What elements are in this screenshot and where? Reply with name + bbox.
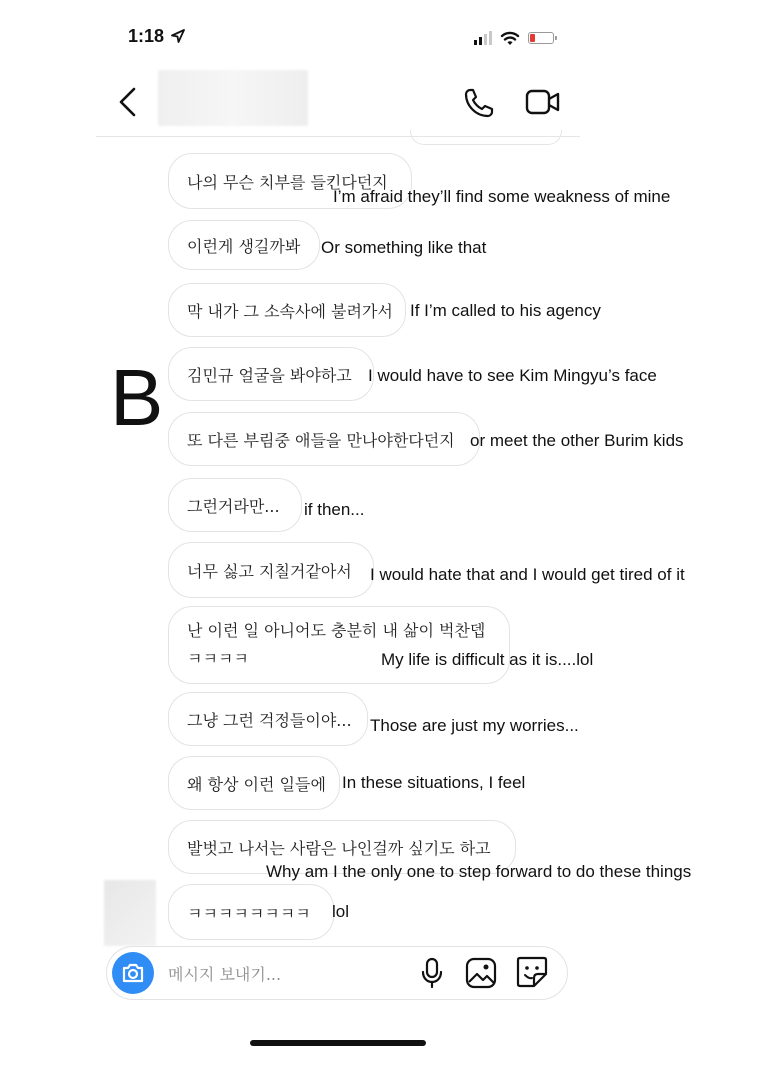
chevron-left-icon[interactable]: [114, 86, 142, 118]
message-text: 왜 항상 이런 일들에: [187, 774, 326, 794]
translation-text: or meet the other Burim kids: [470, 431, 684, 450]
message-input[interactable]: 메시지 보내기...: [168, 965, 282, 984]
camera-button[interactable]: [112, 952, 154, 994]
message-bubble[interactable]: [168, 884, 334, 940]
message-bubble[interactable]: [168, 756, 340, 810]
message-text: ㅋㅋㅋㅋㅋㅋㅋㅋ: [187, 903, 311, 923]
message-text: 막 내가 그 소속사에 불려가서: [187, 301, 393, 321]
message-bubble[interactable]: [168, 606, 510, 684]
contact-name-redacted[interactable]: [158, 70, 308, 126]
translation-text: Or something like that: [321, 238, 487, 257]
translation-text: if then...: [304, 500, 365, 519]
video-camera-icon[interactable]: [524, 86, 562, 118]
translation-text: My life is difficult as it is....lol: [381, 650, 594, 669]
translation-text: Why am I the only one to step forward to do these things: [266, 862, 692, 881]
battery-icon: [528, 32, 554, 44]
message-text: 이런게 생길까봐: [187, 236, 301, 256]
message-text: 나의 무슨 치부를 들킨다던지: [187, 172, 388, 192]
translation-text: I’m afraid they’ll find some weakness of mine: [333, 187, 671, 206]
translation-text: In these situations, I feel: [342, 773, 526, 792]
message-text: 김민규 얼굴을 봐야하고: [187, 365, 352, 385]
message-text: 난 이런 일 아니어도 충분히 내 삶이 벅찬뎁: [187, 621, 486, 640]
avatar-redacted[interactable]: [104, 880, 156, 946]
camera-icon: [121, 962, 145, 984]
home-indicator[interactable]: [250, 1040, 426, 1046]
microphone-icon[interactable]: [418, 956, 446, 990]
message-text: 그냥 그런 걱정들이야...: [187, 710, 352, 730]
sticker-icon[interactable]: [514, 954, 550, 990]
translation-text: I would have to see Kim Mingyu’s face: [368, 366, 657, 385]
message-bubble[interactable]: [168, 283, 406, 337]
cellular-signal-icon: [474, 31, 492, 45]
message-bubble[interactable]: [168, 347, 374, 401]
message-text: 너무 싫고 지칠거같아서: [187, 561, 352, 581]
message-bubble[interactable]: [168, 692, 368, 746]
translation-text: Those are just my worries...: [370, 716, 579, 735]
message-text: 발벗고 나서는 사람은 나인걸까 싶기도 하고: [187, 838, 491, 858]
location-arrow-icon: [171, 29, 185, 43]
message-text-line2: ㅋㅋㅋㅋ: [187, 649, 249, 668]
translation-text: If I’m called to his agency: [410, 301, 601, 320]
status-time: 1:18: [128, 26, 185, 47]
status-icons: [474, 28, 554, 48]
translation-text: I would hate that and I would get tired of it: [370, 565, 685, 584]
previous-message-bubble: [410, 130, 562, 145]
wifi-icon: [500, 30, 520, 46]
phone-icon[interactable]: [462, 86, 496, 120]
image-icon[interactable]: [464, 956, 498, 990]
message-text: 그런거라만...: [187, 496, 280, 516]
overlay-letter: B: [110, 353, 164, 442]
message-bubble[interactable]: [168, 478, 302, 532]
message-bubble[interactable]: [168, 412, 480, 466]
header-divider: [96, 136, 580, 137]
message-text: 또 다른 부림중 애들을 만나야한다던지: [187, 430, 455, 450]
translation-text: lol: [332, 902, 350, 921]
message-bubble[interactable]: [168, 220, 320, 270]
message-bubble[interactable]: [168, 542, 374, 598]
